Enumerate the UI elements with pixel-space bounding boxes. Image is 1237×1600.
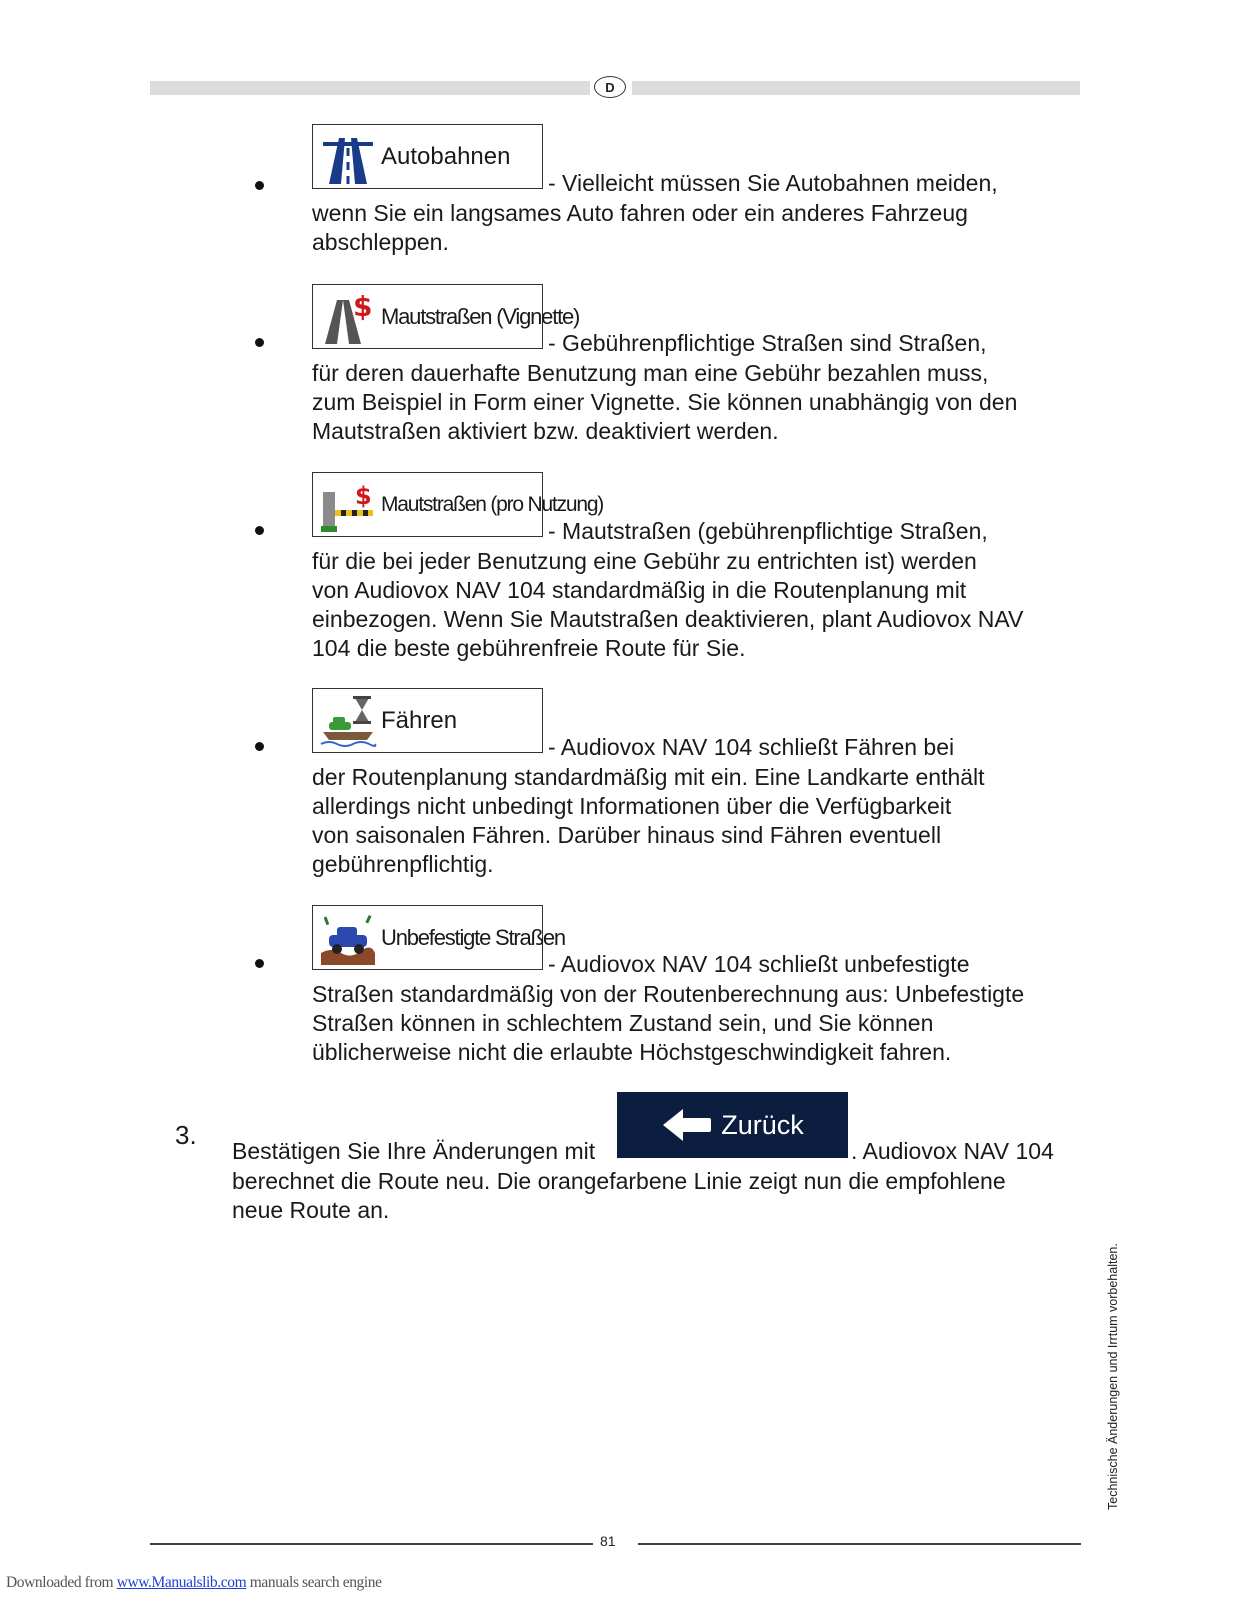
manualslib-link[interactable]: www.Manualslib.com	[116, 1574, 247, 1591]
text-line: abschleppen.	[312, 229, 449, 255]
text-line: für deren dauerhafte Benutzung man eine Gebühr bezahlen muss,	[312, 360, 989, 386]
back-button-image	[617, 1092, 848, 1158]
svg-text:$: $	[353, 289, 373, 323]
bullet	[255, 742, 264, 751]
text-line: gebührenpflichtig.	[312, 851, 494, 877]
bullet	[255, 526, 264, 535]
step-text-continued: . Audiovox NAV 104	[851, 1138, 1054, 1164]
download-footer	[6, 1574, 382, 1592]
arrow-left-icon	[661, 1105, 713, 1145]
bullet	[255, 338, 264, 347]
ferries-button-image	[312, 688, 543, 753]
page-number: 81	[600, 1533, 616, 1549]
footer-rule-left	[150, 1543, 593, 1545]
item-text	[312, 359, 1072, 446]
button-label: Autobahnen	[381, 142, 511, 170]
bullet	[255, 181, 264, 190]
text-line: wenn Sie ein langsames Auto fahren oder ein anderes Fahrzeug	[312, 200, 968, 226]
step-text	[232, 1167, 1006, 1225]
button-label: Mautstraßen (pro Nutzung)	[381, 492, 604, 516]
disclaimer-side-note: Technische Änderungen und Irrtum vorbehalten.	[1106, 1243, 1120, 1510]
footer-suffix: manuals search engine	[246, 1574, 382, 1591]
bullet	[255, 959, 264, 968]
text-line: zum Beispiel in Form einer Vignette. Sie können unabhängig von den	[312, 389, 1018, 415]
item-text	[312, 547, 1072, 663]
unpaved-road-icon	[319, 909, 377, 967]
svg-text:$: $	[355, 481, 372, 510]
unpaved-roads-button-image	[312, 905, 565, 970]
item-text	[312, 763, 1072, 879]
text-line: von saisonalen Fähren. Darüber hinaus sind Fähren eventuell	[312, 822, 942, 848]
motorway-icon	[319, 128, 377, 186]
button-label: Mautstraßen (Vignette)	[381, 303, 580, 329]
text-line: Straßen können in schlechtem Zustand sein, und Sie können	[312, 1010, 934, 1036]
text-line: üblicherweise nicht die erlaubte Höchstgeschwindigkeit fahren.	[312, 1039, 952, 1065]
step-text-start: Bestätigen Sie Ihre Änderungen mit	[232, 1138, 596, 1164]
item-text	[312, 199, 1072, 257]
toll-road-vignette-icon	[319, 288, 377, 346]
text-line: berechnet die Route neu. Die orangefarbene Linie zeigt nun die empfohlene	[232, 1168, 1006, 1194]
text-line: von Audiovox NAV 104 standardmäßig in die Routenplanung mit	[312, 577, 967, 603]
toll-road-per-use-icon	[319, 476, 377, 534]
step-number: 3.	[175, 1120, 197, 1150]
item-first-line: - Gebührenpflichtige Straßen sind Straßen,	[548, 330, 987, 356]
item-first-line: - Audiovox NAV 104 schließt Fähren bei	[548, 734, 955, 760]
language-badge: D	[594, 76, 626, 98]
text-line: der Routenplanung standardmäßig mit ein. Eine Landkarte enthält	[312, 764, 985, 790]
back-button-label: Zurück	[721, 1109, 804, 1140]
text-line: neue Route an.	[232, 1197, 390, 1223]
toll-per-use-button-image	[312, 472, 604, 537]
header-bar-right	[632, 81, 1080, 95]
item-first-line: - Mautstraßen (gebührenpflichtige Straßen,	[548, 518, 988, 544]
item-first-line: - Audiovox NAV 104 schließt unbefestigte	[548, 951, 970, 977]
text-line: Straßen standardmäßig von der Routenberechnung aus: Unbefestigte	[312, 981, 1025, 1007]
item-first-line: - Vielleicht müssen Sie Autobahnen meiden,	[548, 170, 998, 196]
text-line: für die bei jeder Benutzung eine Gebühr zu entrichten ist) werden	[312, 548, 977, 574]
header-bar-left	[150, 81, 590, 95]
motorways-button-image	[312, 124, 543, 189]
button-label: Fähren	[381, 706, 458, 734]
text-line: einbezogen. Wenn Sie Mautstraßen deaktivieren, plant Audiovox NAV	[312, 606, 1024, 632]
toll-vignette-button-image	[312, 284, 580, 349]
text-line: allerdings nicht unbedingt Informationen über die Verfügbarkeit	[312, 793, 952, 819]
ferry-icon	[319, 692, 377, 750]
text-line: Mautstraßen aktiviert bzw. deaktiviert werden.	[312, 418, 779, 444]
footer-prefix: Downloaded from	[6, 1574, 117, 1591]
item-text	[312, 980, 1072, 1067]
text-line: 104 die beste gebührenfreie Route für Sie.	[312, 635, 746, 661]
footer-rule-right	[638, 1543, 1081, 1545]
button-label: Unbefestigte Straßen	[381, 924, 565, 950]
